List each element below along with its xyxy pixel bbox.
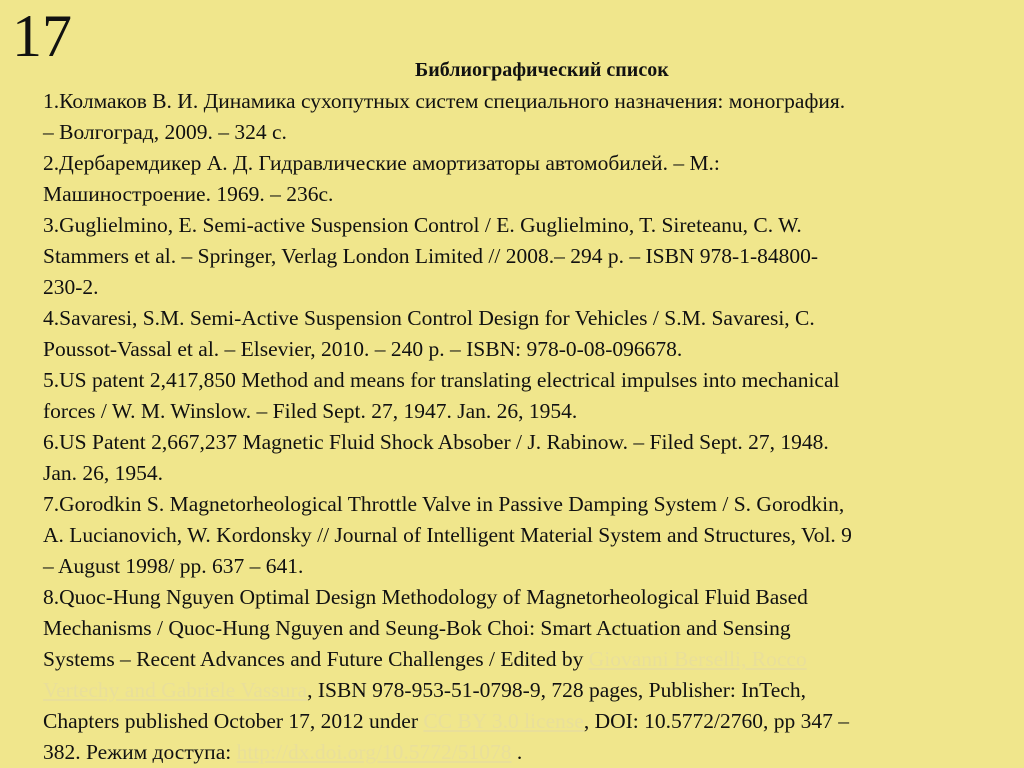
reference-line: Jan. 26, 1954. xyxy=(43,461,164,485)
doi-link[interactable]: http://dx.doi.org/10.5772/51078 xyxy=(236,740,512,764)
reference-line: 8.Quoc-Hung Nguyen Optimal Design Methodology of Magnetorheological Fluid Based xyxy=(43,585,808,609)
page-title: Библиографический список xyxy=(415,59,669,81)
reference-line: Mechanisms / Quoc-Hung Nguyen and Seung-Bok Choi: Smart Actuation and Sensing xyxy=(43,616,791,640)
editors-link-continued[interactable]: Vertechy and Gabriele Vassura xyxy=(43,678,308,702)
reference-line: Poussot-Vassal et al. – Elsevier, 2010. – 240 p. – ISBN: 978-0-08-096678. xyxy=(43,337,683,361)
slide-number: 17 xyxy=(12,3,72,69)
reference-text: . xyxy=(511,740,523,764)
reference-line xyxy=(43,737,1018,768)
reference-text: 382. Режим доступа: xyxy=(43,740,237,764)
reference-line: – Волгоград, 2009. – 324 с. xyxy=(43,120,287,144)
reference-text: Systems – Recent Advances and Future Challenges / Edited by xyxy=(43,647,589,671)
reference-line xyxy=(43,706,1018,737)
reference-text: , DOI: 10.5772/2760, pp 347 – xyxy=(583,709,849,733)
reference-line: Машиностроение. 1969. – 236с. xyxy=(43,182,334,206)
license-link[interactable]: CC BY 3.0 license xyxy=(423,709,584,733)
reference-line: A. Lucianovich, W. Kordonsky // Journal of Intelligent Material System and Structures, Vol. 9 xyxy=(43,523,852,547)
reference-line: 4.Savaresi, S.M. Semi-Active Suspension Control Design for Vehicles / S.M. Savaresi, C. xyxy=(43,306,815,330)
reference-line: 7.Gorodkin S. Magnetorheological Throttle Valve in Passive Damping System / S. Gorodkin, xyxy=(43,492,845,516)
reference-line: forces / W. M. Winslow. – Filed Sept. 27, 1947. Jan. 26, 1954. xyxy=(43,399,578,423)
reference-line: 230-2. xyxy=(43,275,99,299)
reference-line: 2.Дербаремдикер А. Д. Гидравлические амортизаторы автомобилей. – М.: xyxy=(43,151,720,175)
reference-line: – August 1998/ pp. 637 – 641. xyxy=(43,554,304,578)
reference-line: Stammers et al. – Springer, Verlag London Limited // 2008.– 294 p. – ISBN 978-1-84800- xyxy=(43,244,819,268)
reference-text: , ISBN 978-953-51-0798-9, 728 pages, Publisher: InTech, xyxy=(307,678,806,702)
editors-link[interactable]: Giovanni Berselli, Rocco xyxy=(588,647,807,671)
reference-line xyxy=(43,644,1018,675)
reference-line: 5.US patent 2,417,850 Method and means for translating electrical impulses into mechanical xyxy=(43,368,840,392)
reference-text: Chapters published October 17, 2012 under xyxy=(43,709,424,733)
reference-line: 3.Guglielmino, E. Semi-active Suspension Control / E. Guglielmino, T. Sireteanu, C. W. xyxy=(43,213,802,237)
reference-list xyxy=(43,86,1018,768)
reference-line xyxy=(43,675,1018,706)
reference-line: 6.US Patent 2,667,237 Magnetic Fluid Shock Absober / J. Rabinow. – Filed Sept. 27, 1948. xyxy=(43,430,829,454)
reference-line: 1.Колмаков В. И. Динамика сухопутных систем специального назначения: монография. xyxy=(43,89,846,113)
